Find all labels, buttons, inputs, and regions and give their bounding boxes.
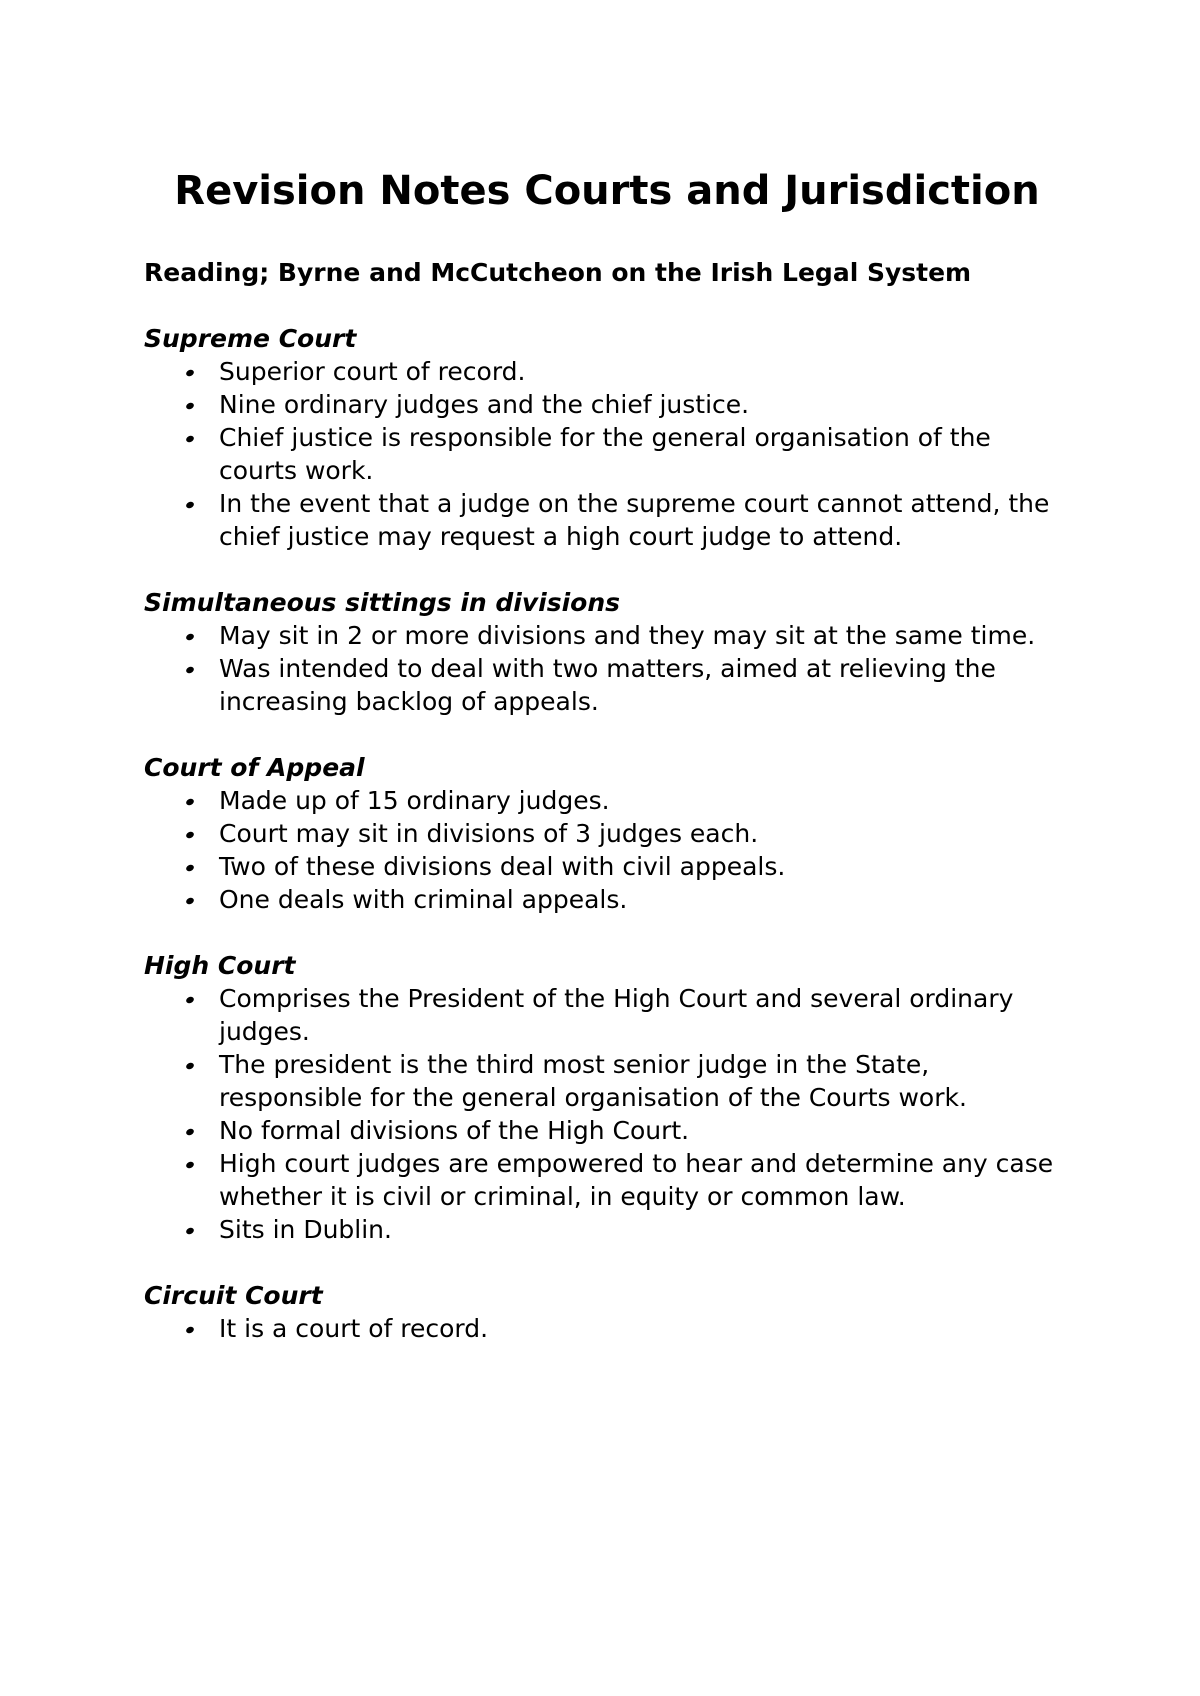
section-heading: Simultaneous sittings in divisions [144, 588, 621, 617]
list-item [144, 388, 1070, 421]
list-item [144, 1048, 1070, 1114]
list-item [144, 1147, 1070, 1213]
list-item-text: High court judges are empowered to hear and determine any case whether it is civil or criminal, in equity or common law. [219, 1149, 1054, 1211]
bullet-icon [185, 666, 195, 675]
list-item-text: In the event that a judge on the supreme court cannot attend, the chief justice may request a high court judge to attend. [219, 489, 1050, 551]
list-item-text: Sits in Dublin. [219, 1215, 392, 1244]
bullet-list [144, 1312, 1070, 1345]
bullet-list [144, 619, 1070, 718]
list-item [144, 883, 1070, 916]
list-item-text: It is a court of record. [219, 1314, 489, 1343]
bullet-list [144, 355, 1070, 553]
bullet-icon [185, 897, 195, 906]
bullet-icon [185, 1326, 195, 1335]
section-heading: Circuit Court [144, 1281, 323, 1310]
bullet-icon [185, 996, 195, 1005]
list-item [144, 619, 1070, 652]
list-item [144, 982, 1070, 1048]
list-item-text: Comprises the President of the High Court and several ordinary judges. [219, 984, 1014, 1046]
list-item-text: One deals with criminal appeals. [219, 885, 628, 914]
bullet-list [144, 784, 1070, 916]
bullet-list [144, 982, 1070, 1246]
section [144, 586, 1070, 718]
list-item-text: Was intended to deal with two matters, aimed at relieving the increasing backlog of appeals. [219, 654, 996, 716]
list-item [144, 1312, 1070, 1345]
reading-reference: Reading; Byrne and McCutcheon on the Irish Legal System [144, 258, 972, 287]
section-heading: Court of Appeal [144, 753, 365, 782]
list-item-text: Made up of 15 ordinary judges. [219, 786, 610, 815]
bullet-icon [185, 402, 195, 411]
section [144, 751, 1070, 916]
section [144, 949, 1070, 1246]
bullet-icon [185, 1128, 195, 1137]
section-heading: High Court [144, 951, 296, 980]
list-item [144, 421, 1070, 487]
bullet-icon [185, 369, 195, 378]
list-item-text: Nine ordinary judges and the chief justice. [219, 390, 750, 419]
bullet-icon [185, 864, 195, 873]
bullet-icon [185, 501, 195, 510]
bullet-icon [185, 1062, 195, 1071]
list-item [144, 784, 1070, 817]
bullet-icon [185, 798, 195, 807]
list-item-text: Superior court of record. [219, 357, 526, 386]
list-item-text: May sit in 2 or more divisions and they may sit at the same time. [219, 621, 1036, 650]
list-item [144, 1114, 1070, 1147]
bullet-icon [185, 1161, 195, 1170]
bullet-icon [185, 435, 195, 444]
list-item [144, 1213, 1070, 1246]
bullet-icon [185, 1227, 195, 1236]
sections-container [144, 322, 1070, 1345]
list-item-text: Chief justice is responsible for the general organisation of the courts work. [219, 423, 991, 485]
section [144, 1279, 1070, 1345]
list-item [144, 487, 1070, 553]
list-item [144, 652, 1070, 718]
list-item [144, 355, 1070, 388]
document-title: Revision Notes Courts and Jurisdiction [174, 168, 1040, 214]
bullet-icon [185, 831, 195, 840]
list-item-text: Court may sit in divisions of 3 judges each. [219, 819, 759, 848]
section [144, 322, 1070, 553]
list-item-text: The president is the third most senior judge in the State, responsible for the general organisation of the Courts work. [219, 1050, 967, 1112]
section-heading: Supreme Court [144, 324, 357, 353]
list-item-text: No formal divisions of the High Court. [219, 1116, 690, 1145]
list-item [144, 817, 1070, 850]
list-item [144, 850, 1070, 883]
list-item-text: Two of these divisions deal with civil appeals. [219, 852, 786, 881]
bullet-icon [185, 633, 195, 642]
